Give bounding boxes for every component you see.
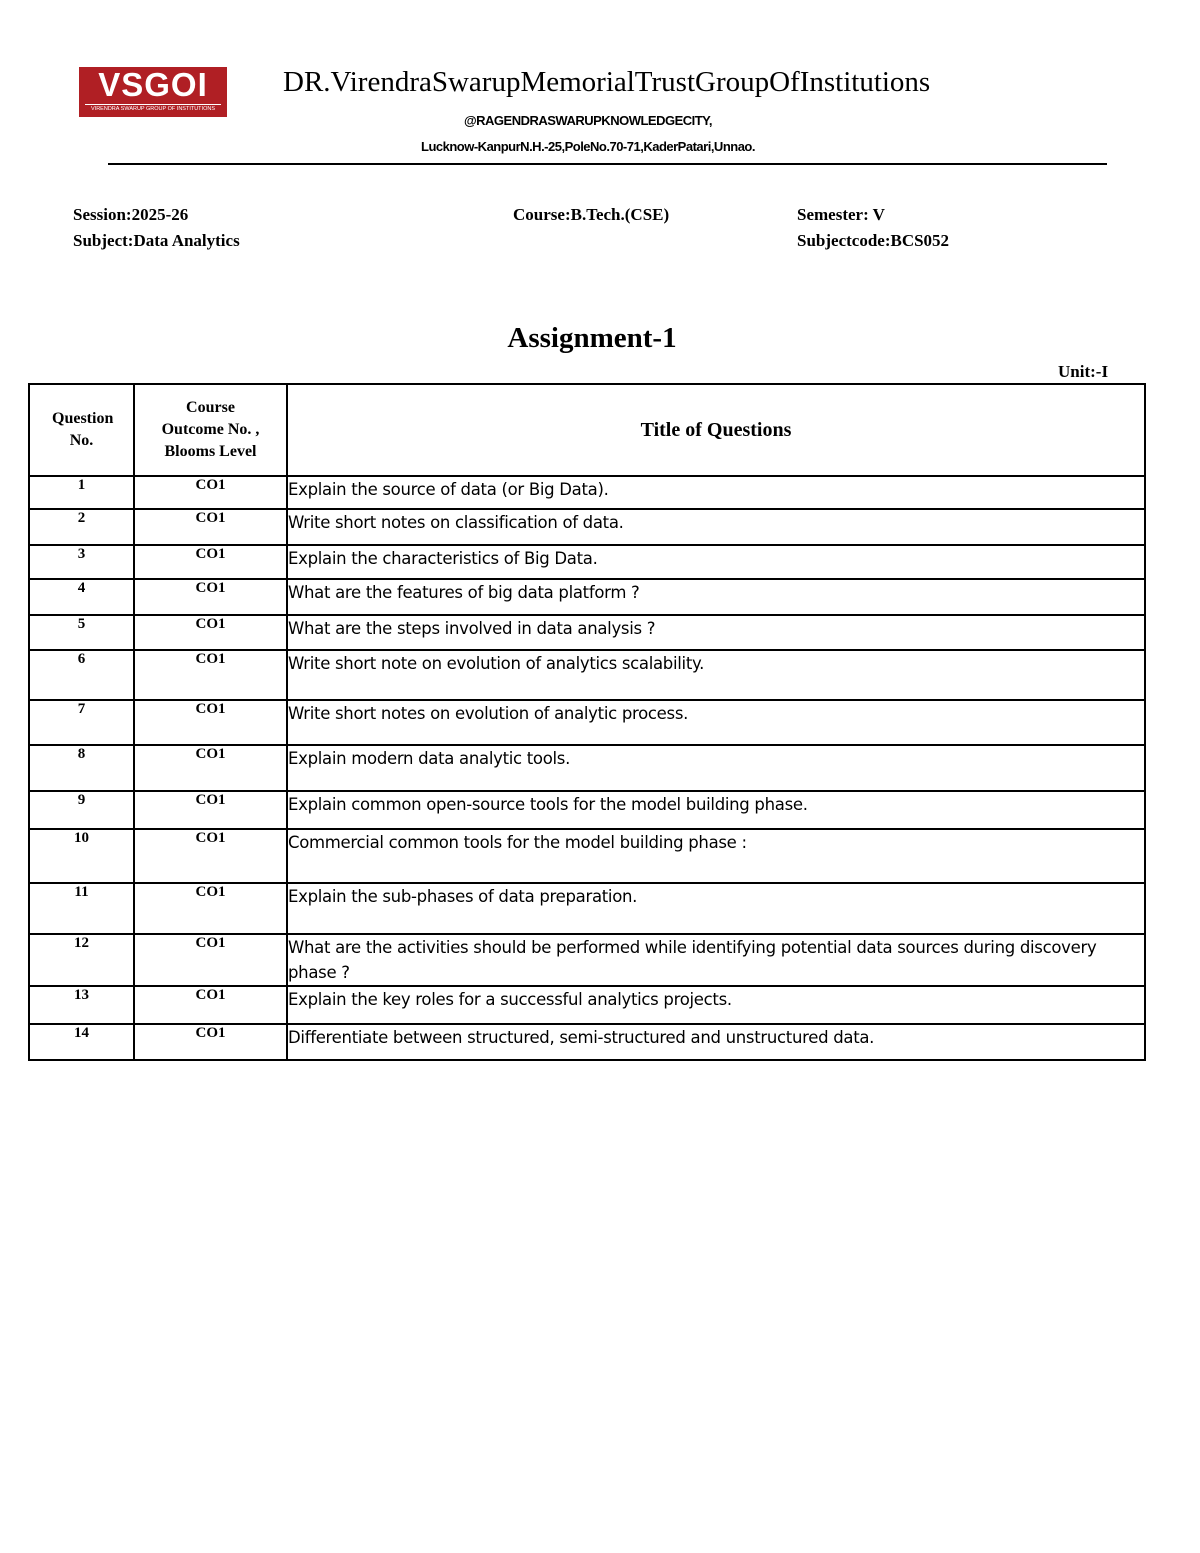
question-text: Explain the source of data (or Big Data). — [287, 476, 1145, 509]
address-line-2: Lucknow-KanpurN.H.-25,PoleNo.70-71,KaderPatari,Unnao. — [421, 139, 755, 154]
question-text: Commercial common tools for the model building phase : — [287, 829, 1145, 883]
header-course-outcome: Course Outcome No. , Blooms Level — [134, 384, 287, 476]
table-row — [29, 579, 1145, 615]
header-divider — [108, 163, 1107, 165]
semester-label: Semester: V — [797, 205, 885, 224]
assignment-title: Assignment-1 — [507, 322, 677, 354]
address-line-1: @RAGENDRASWARUPKNOWLEDGECITY, — [463, 113, 713, 128]
question-number: 3 — [29, 545, 134, 579]
logo-text: VSGOI — [98, 66, 208, 103]
course-outcome: CO1 — [134, 579, 287, 615]
header-question-no: Question No. — [29, 384, 134, 476]
question-number: 5 — [29, 615, 134, 650]
course-outcome: CO1 — [134, 545, 287, 579]
course-outcome: CO1 — [134, 829, 287, 883]
unit-label: Unit:-I — [1058, 362, 1109, 381]
question-text: Write short notes on evolution of analytic process. — [287, 700, 1145, 745]
table-row — [29, 545, 1145, 579]
question-number: 7 — [29, 700, 134, 745]
table-row — [29, 650, 1145, 700]
question-text: Explain common open-source tools for the model building phase. — [287, 791, 1145, 829]
question-text: Write short note on evolution of analytics scalability. — [287, 650, 1145, 700]
logo-subtext: VIRENDRA SWARUP GROUP OF INSTITUTIONS — [85, 104, 221, 113]
question-text: What are the steps involved in data analysis ? — [287, 615, 1145, 650]
question-number: 9 — [29, 791, 134, 829]
session-label: Session:2025-26 — [73, 205, 189, 224]
subject-label: Subject:Data Analytics — [73, 231, 240, 250]
question-number: 12 — [29, 934, 134, 986]
table-row — [29, 1024, 1145, 1060]
course-label: Course:B.Tech.(CSE) — [513, 205, 670, 224]
questions-table — [28, 383, 1146, 1061]
question-number: 2 — [29, 509, 134, 545]
course-outcome: CO1 — [134, 883, 287, 934]
course-outcome: CO1 — [134, 650, 287, 700]
course-outcome: CO1 — [134, 745, 287, 791]
question-number: 13 — [29, 986, 134, 1024]
question-number: 1 — [29, 476, 134, 509]
table-row — [29, 791, 1145, 829]
table-row — [29, 934, 1145, 986]
institution-logo — [79, 67, 227, 117]
question-number: 6 — [29, 650, 134, 700]
question-number: 8 — [29, 745, 134, 791]
course-outcome: CO1 — [134, 509, 287, 545]
course-outcome: CO1 — [134, 615, 287, 650]
question-number: 11 — [29, 883, 134, 934]
course-outcome: CO1 — [134, 476, 287, 509]
table-row — [29, 986, 1145, 1024]
course-outcome: CO1 — [134, 986, 287, 1024]
institution-title: DR.VirendraSwarupMemorialTrustGroupOfInstitutions — [283, 66, 931, 98]
course-outcome: CO1 — [134, 700, 287, 745]
header-title-of-questions: Title of Questions — [287, 384, 1145, 476]
table-header-row — [29, 384, 1145, 476]
question-text: What are the activities should be performed while identifying potential data sources during discovery phase ? — [287, 934, 1145, 986]
table-row — [29, 829, 1145, 883]
course-outcome: CO1 — [134, 791, 287, 829]
subject-code-label: Subjectcode:BCS052 — [797, 231, 950, 250]
question-number: 14 — [29, 1024, 134, 1060]
questions-body — [29, 476, 1145, 1060]
table-row — [29, 615, 1145, 650]
table-row — [29, 745, 1145, 791]
question-number: 4 — [29, 579, 134, 615]
course-outcome: CO1 — [134, 1024, 287, 1060]
question-text: What are the features of big data platform ? — [287, 579, 1145, 615]
course-outcome: CO1 — [134, 934, 287, 986]
question-text: Explain the key roles for a successful analytics projects. — [287, 986, 1145, 1024]
question-number: 10 — [29, 829, 134, 883]
question-text: Write short notes on classification of data. — [287, 509, 1145, 545]
question-text: Explain the sub-phases of data preparation. — [287, 883, 1145, 934]
question-text: Explain the characteristics of Big Data. — [287, 545, 1145, 579]
question-text: Explain modern data analytic tools. — [287, 745, 1145, 791]
table-row — [29, 509, 1145, 545]
table-row — [29, 476, 1145, 509]
table-row — [29, 883, 1145, 934]
question-text: Differentiate between structured, semi-structured and unstructured data. — [287, 1024, 1145, 1060]
table-row — [29, 700, 1145, 745]
